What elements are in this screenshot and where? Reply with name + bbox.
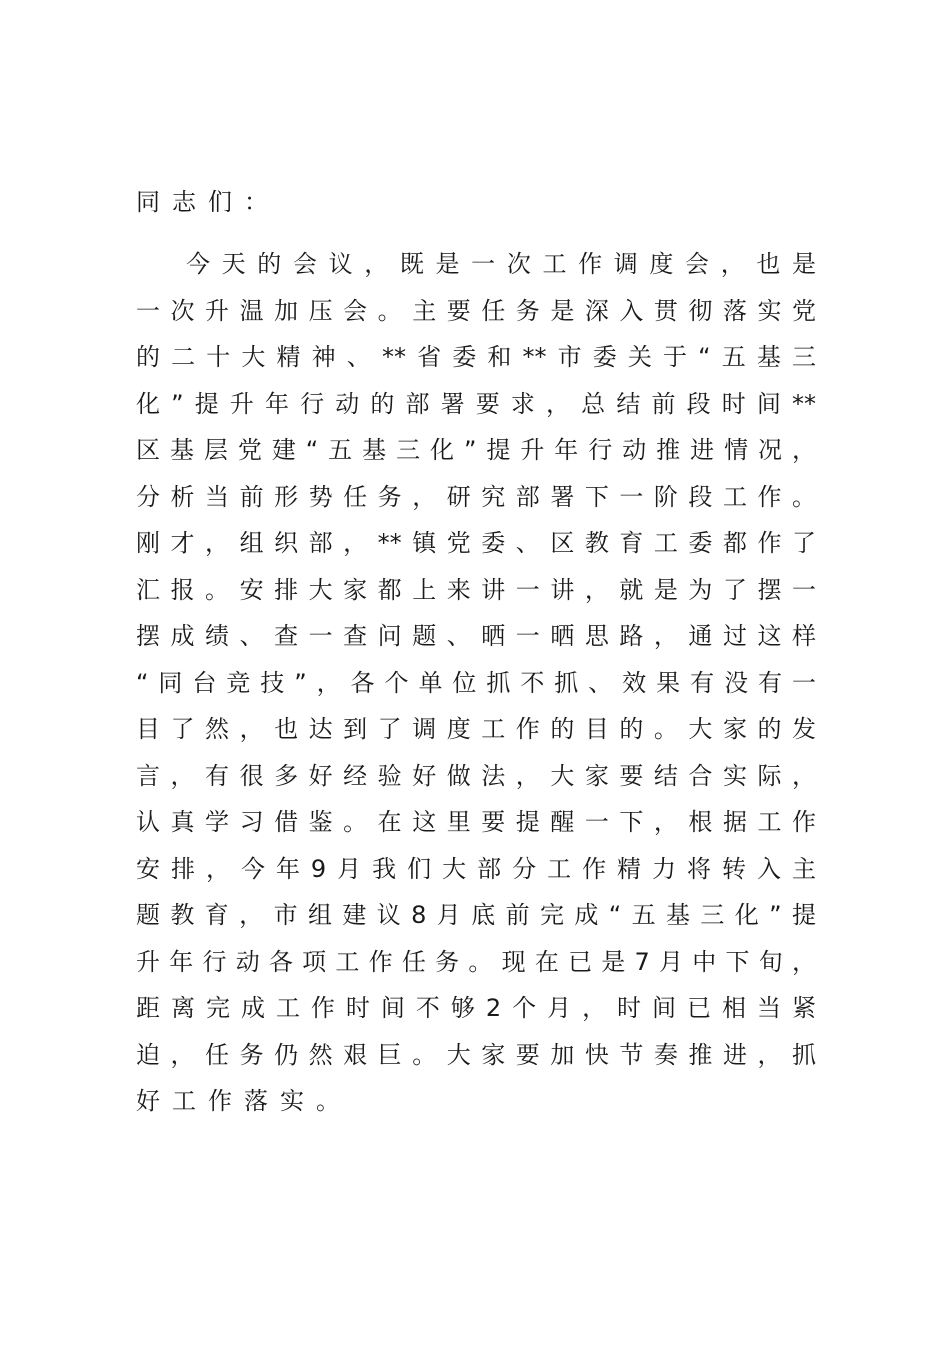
paragraph-line: 目了然，也达到了调度工作的目的。大家的发 xyxy=(136,715,816,743)
paragraph-line: 升年行动各项工作任务。现在已是7月中下旬， xyxy=(136,947,816,976)
paragraph-line: “同台竞技”，各个单位抓不抓、效果有没有一 xyxy=(136,668,816,697)
paragraph-line: 分析当前形势任务，研究部署下一阶段工作。 xyxy=(136,482,816,511)
paragraph-line: 言，有很多好经验好做法，大家要结合实际， xyxy=(136,761,816,790)
paragraph-line: 题教育，市组建议8月底前完成“五基三化”提 xyxy=(136,901,816,929)
paragraph-line: 的二十大精神、**省委和**市委关于“五基三 xyxy=(136,343,816,371)
paragraph-line: 安排，今年9月我们大部分工作精力将转入主 xyxy=(136,854,816,883)
paragraph-line: 区基层党建“五基三化”提升年行动推进情况， xyxy=(136,436,816,464)
paragraph-line: 摆成绩、查一查问题、晒一晒思路，通过这样 xyxy=(136,622,816,650)
paragraph-line: 距离完成工作时间不够2个月，时间已相当紧 xyxy=(136,994,816,1022)
paragraph-line: 化”提升年行动的部署要求，总结前段时间** xyxy=(136,389,816,418)
paragraph-line: 汇报。安排大家都上来讲一讲，就是为了摆一 xyxy=(136,575,816,604)
paragraph-line: 好工作落实。 xyxy=(136,1087,352,1115)
greeting-line: 同志们： xyxy=(136,188,280,216)
body-paragraph xyxy=(136,247,816,1131)
paragraph-line: 一次升温加压会。主要任务是深入贯彻落实党 xyxy=(136,296,816,325)
paragraph-line: 认真学习借鉴。在这里要提醒一下，根据工作 xyxy=(136,808,816,836)
paragraph-line: 迫，任务仍然艰巨。大家要加快节奏推进，抓 xyxy=(136,1040,816,1069)
paragraph-line: 刚才，组织部，**镇党委、区教育工委都作了 xyxy=(136,529,816,557)
paragraph-line: 今天的会议，既是一次工作调度会，也是 xyxy=(186,250,816,278)
